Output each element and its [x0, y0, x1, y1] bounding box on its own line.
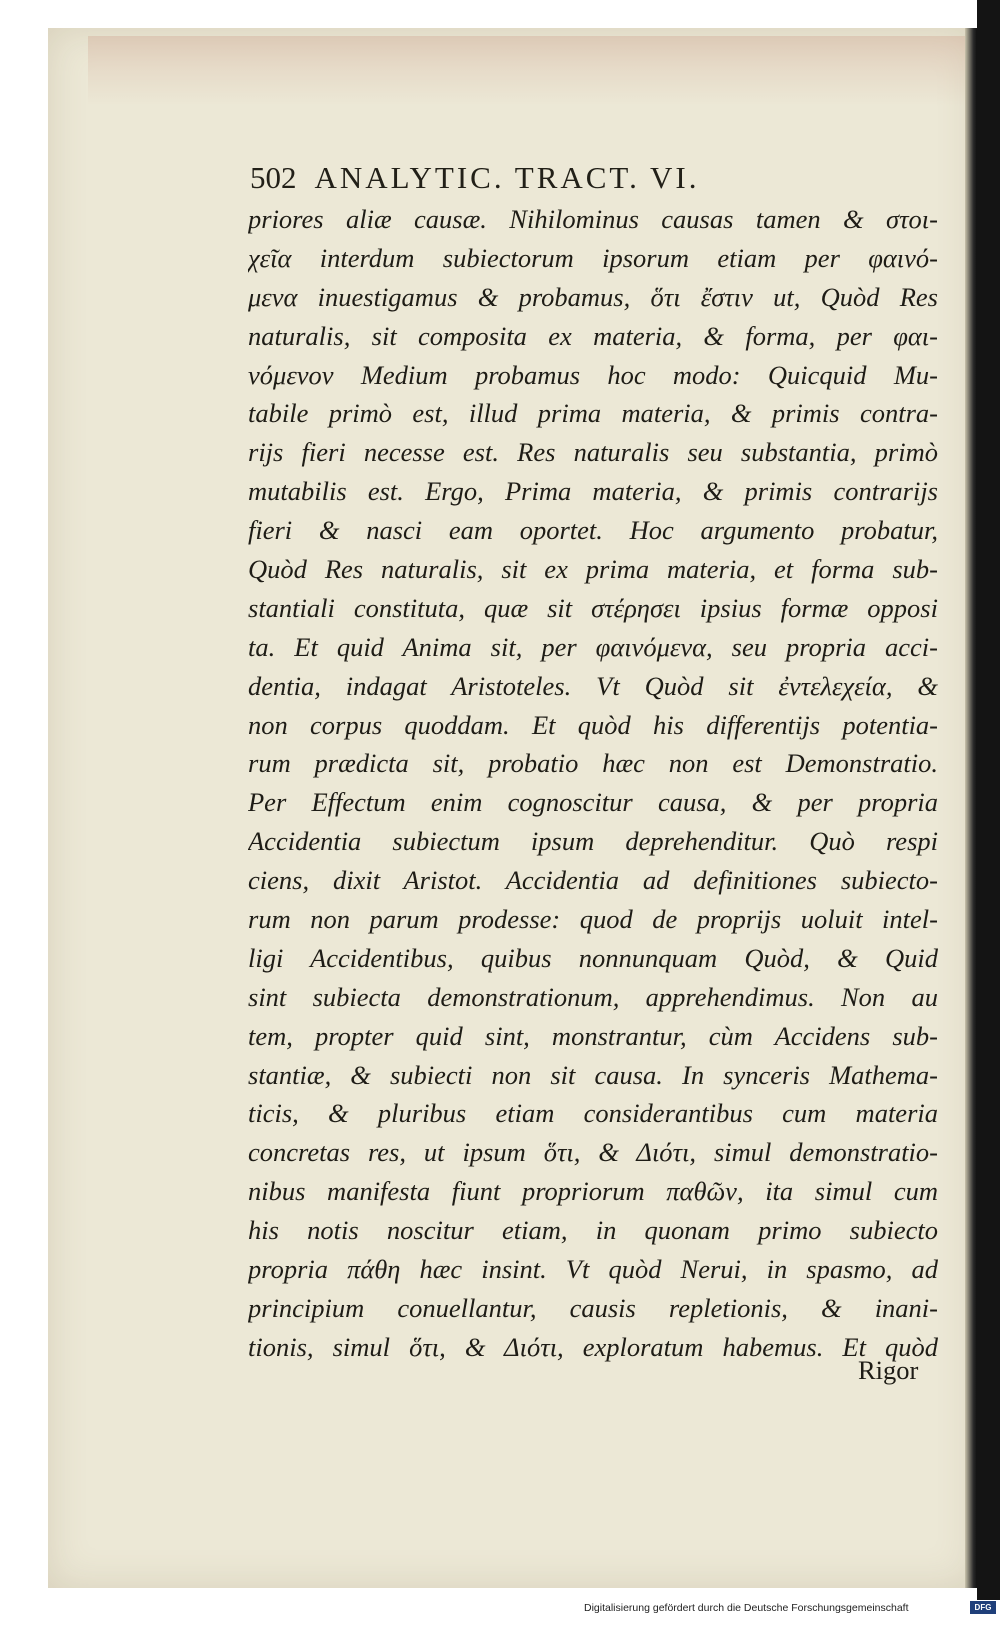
text-line: μενα inuestigamus & probamus, ὅτι ἔστιν ut, Quòd Res — [248, 281, 938, 312]
text-line: ciens, dixit Aristot. Accidentia ad definitiones subiecto- — [248, 865, 938, 896]
text-line: sint subiecta demonstrationum, apprehendimus. Non au — [248, 981, 938, 1012]
text-line: principium conuellantur, causis repletionis, & inani- — [248, 1292, 938, 1323]
catchword: Rigor — [858, 1355, 919, 1385]
text-line: rum prædicta sit, probatio hæc non est Demonstratio. — [248, 748, 938, 779]
text-line: χεῖα interdum subiectorum ipsorum etiam per φαινό- — [248, 242, 938, 273]
text-line: rijs fieri necesse est. Res naturalis seu substantia, primò — [248, 437, 938, 468]
page-stain — [88, 36, 968, 106]
text-line: rum non parum prodesse: quod de proprijs uoluit intel- — [248, 904, 938, 935]
text-line: Quòd Res naturalis, sit ex prima materia, et forma sub- — [248, 554, 938, 585]
binding-shadow — [977, 0, 1000, 1600]
text-line: naturalis, sit composita ex materia, & forma, per φαι- — [248, 320, 938, 351]
page-edge — [965, 28, 977, 1588]
text-line: fieri & nasci eam oportet. Hoc argumento probatur, — [248, 515, 938, 546]
text-line: non corpus quoddam. Et quòd his differentijs potentia- — [248, 709, 938, 740]
text-line: mutabilis est. Ergo, Prima materia, & primis contrarijs — [248, 476, 938, 507]
dfg-logo: DFG — [970, 1601, 996, 1614]
text-line: stantiali constituta, quæ sit στέρησει ipsius formæ opposi — [248, 592, 938, 623]
text-line: stantiæ, & subiecti non sit causa. In synceris Mathema- — [248, 1059, 938, 1090]
body-text — [248, 200, 938, 1367]
text-line: Per Effectum enim cognoscitur causa, & per propria — [248, 787, 938, 818]
text-line: his notis noscitur etiam, in quonam primo subiecto — [248, 1215, 938, 1246]
text-line: ligi Accidentibus, quibus nonnunquam Quòd, & Quid — [248, 942, 938, 973]
running-head-title: ANALYTIC. TRACT. VI. — [314, 160, 700, 195]
text-line: νόμενον Medium probamus hoc modo: Quicquid Mu- — [248, 359, 938, 390]
text-line: dentia, indagat Aristoteles. Vt Quòd sit ἐντελεχεία, & — [248, 670, 938, 701]
text-line: priores aliæ causæ. Nihilominus causas tamen & στοι- — [248, 204, 938, 234]
running-head — [250, 160, 910, 196]
digitization-credit: Digitalisierung gefördert durch die Deutsche Forschungsgemeinschaft — [584, 1602, 909, 1614]
text-line: Accidentia subiectum ipsum deprehenditur. Quò respi — [248, 826, 938, 857]
text-line: tionis, simul ὅτι, & Διότι, exploratum habemus. Et quòd — [248, 1331, 938, 1362]
text-line: tem, propter quid sint, monstrantur, cùm Accidens sub- — [248, 1020, 938, 1051]
text-line: ta. Et quid Anima sit, per φαινόμενα, seu propria acci- — [248, 631, 938, 662]
text-line: ticis, & pluribus etiam considerantibus cum materia — [248, 1098, 938, 1129]
text-line: concretas res, ut ipsum ὅτι, & Διότι, simul demonstratio- — [248, 1137, 938, 1168]
page-number: 502 — [250, 160, 297, 195]
text-line: tabile primò est, illud prima materia, & primis contra- — [248, 398, 938, 429]
text-line: nibus manifesta fiunt propriorum παθῶν, ita simul cum — [248, 1176, 938, 1207]
text-line: propria πάθη hæc insint. Vt quòd Nerui, in spasmo, ad — [248, 1254, 938, 1285]
